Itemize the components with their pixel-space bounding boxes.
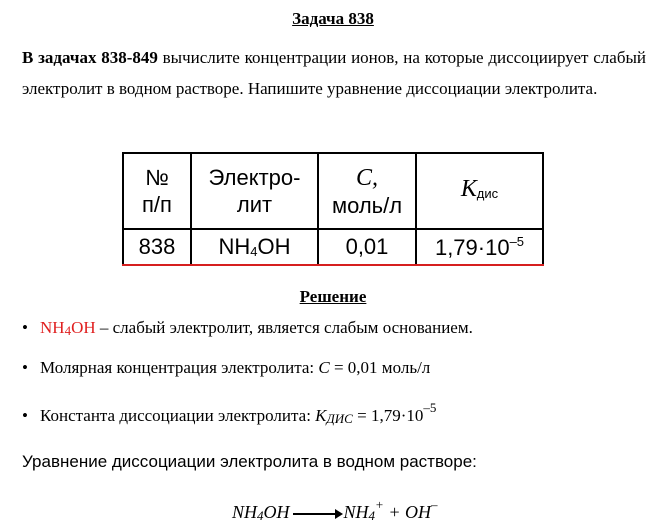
bullet-icon: •: [22, 318, 28, 337]
formula-red: NH4OH: [40, 318, 96, 338]
cell-kdis: $1,79\cdot 10^{-5}$: [416, 229, 543, 265]
intro-bold: В задачах 838-849: [22, 48, 158, 67]
bullet-text: Константа диссоциации электролита:: [40, 406, 316, 425]
equation-intro: Уравнение диссоциации электролита в водном растворе:: [22, 452, 477, 471]
bullet-icon: •: [22, 406, 28, 425]
intro-text: вычислите концентрации ионов, на которые диссоциирует слабый электролит в водном растворе. Напишите уравнение диссоциации электролита.: [22, 48, 646, 98]
math-symbol: C: [318, 358, 330, 377]
bullet-text: Молярная концентрация электролита:: [40, 358, 319, 377]
problem-title: Задача 838: [292, 9, 374, 28]
cell-concentration: 0,01: [318, 229, 416, 265]
solution-title: Решение: [299, 287, 367, 306]
header-concentration: С, моль/л: [318, 153, 416, 229]
bullet-value: = 1,79·10: [352, 406, 424, 425]
cell-num: 838: [123, 229, 191, 265]
bullet-value: = 0,01 моль/л: [329, 358, 431, 377]
header-num: № п/п: [123, 153, 191, 229]
math-symbol: K: [315, 406, 327, 425]
table-row: [123, 229, 543, 265]
dissociation-equation: NH4OH NH4+ + OH–: [232, 497, 438, 523]
list-item: [22, 318, 473, 339]
cell-electrolyte: NH4OH: [191, 229, 318, 265]
data-table: [122, 152, 544, 266]
bullet-icon: •: [22, 358, 28, 377]
list-item: • Константа диссоциации электролита: KДИС = $1,79\cdot 10^{-5}$: [22, 400, 437, 426]
list-item: [22, 358, 430, 378]
header-electrolyte: Электро- лит: [191, 153, 318, 229]
table-header-row: [123, 153, 543, 229]
problem-intro: [22, 42, 646, 104]
header-kdis: Кдис: [416, 153, 543, 229]
bullet-text: – слабый электролит, является слабым основанием.: [95, 318, 473, 337]
